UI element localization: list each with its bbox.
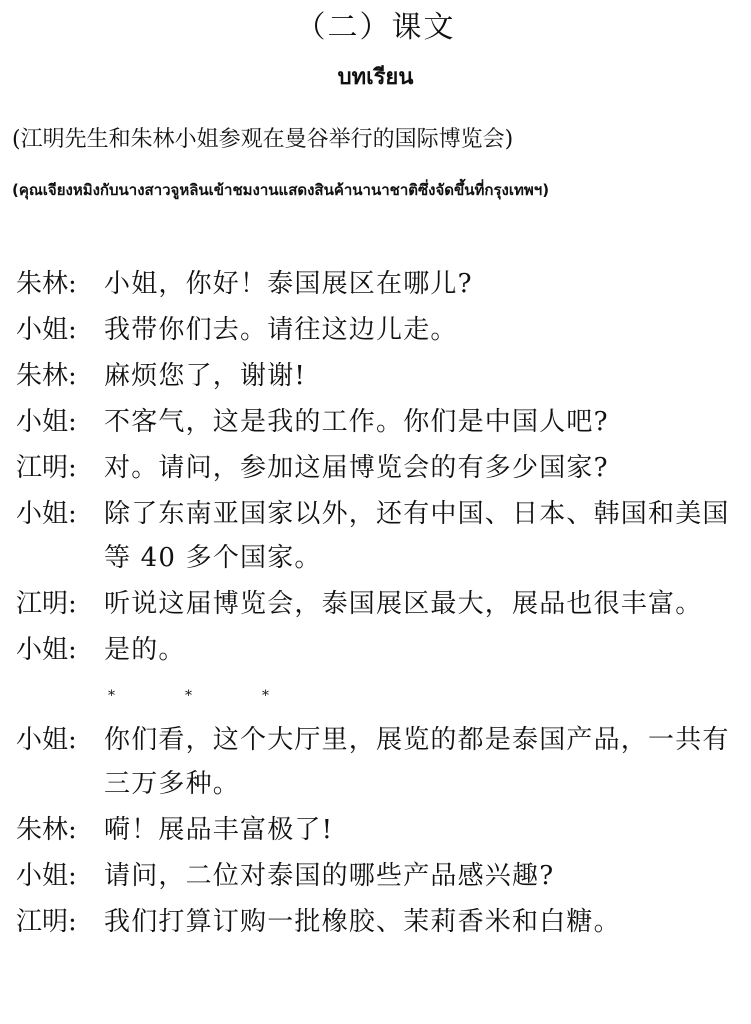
speech: 你们看，这个大厅里，展览的都是泰国产品，一共有三万多种。: [104, 725, 730, 799]
speech: 除了东南亚国家以外，还有中国、日本、韩国和美国等 40 多个国家。: [104, 499, 730, 573]
dialogue-line: [16, 854, 741, 898]
speaker: 小姐:: [16, 725, 77, 755]
dialogue-line: [16, 262, 741, 306]
dialogue-line: [16, 308, 741, 352]
speaker: 小姐:: [16, 861, 77, 891]
scene-description-thai: (คุณเจียงหมิงกับนางสาวจูหลินเข้าชมงานแสดงสินค้านานาชาติซึ่งจัดขึ้นที่กรุงเทพฯ): [12, 181, 550, 199]
dialogue-line: [16, 808, 741, 852]
speech: 对。请问，参加这届博览会的有多少国家?: [104, 453, 609, 483]
speech: 小姐，你好！泰国展区在哪儿?: [104, 269, 473, 299]
lesson-subtitle-thai: บทเรียน: [337, 64, 414, 90]
speaker: 朱林:: [16, 269, 77, 299]
speaker: 江明:: [16, 907, 77, 937]
speaker: 小姐:: [16, 499, 77, 529]
speech: 我带你们去。请往这边儿走。: [104, 315, 458, 345]
speaker: 小姐:: [16, 635, 77, 665]
dialogue-line: [16, 446, 741, 490]
speech: 不客气，这是我的工作。你们是中国人吧?: [104, 407, 609, 437]
speaker: 小姐:: [16, 407, 77, 437]
speech: 我们打算订购一批橡胶、茉莉香米和白糖。: [104, 907, 621, 937]
dialogue-line: [16, 354, 741, 398]
section-separator: [16, 674, 741, 718]
dialogue: [16, 262, 741, 946]
speaker: 朱林:: [16, 361, 77, 391]
speech: 听说这届博览会，泰国展区最大，展品也很丰富。: [104, 589, 703, 619]
dialogue-line: [16, 400, 741, 444]
speaker: 江明:: [16, 589, 77, 619]
lesson-title: （二）课文: [295, 10, 456, 45]
separator-asterisk: *: [185, 688, 192, 704]
speaker: 朱林:: [16, 815, 77, 845]
speech: 请问，二位对泰国的哪些产品感兴趣?: [104, 861, 555, 891]
speaker: 江明:: [16, 453, 77, 483]
dialogue-line: [16, 718, 741, 806]
separator-asterisk: *: [108, 688, 115, 704]
separator-asterisk: *: [262, 688, 269, 704]
speaker: 小姐:: [16, 315, 77, 345]
dialogue-line: [16, 582, 741, 626]
dialogue-line: [16, 900, 741, 944]
speech: 麻烦您了，谢谢!: [104, 361, 307, 391]
dialogue-line: [16, 628, 741, 672]
scene-description-chinese: (江明先生和朱林小姐参观在曼谷举行的国际博览会): [12, 127, 514, 152]
dialogue-line: [16, 492, 741, 580]
speech: 嗬！展品丰富极了!: [104, 815, 334, 845]
speech: 是的。: [104, 635, 186, 665]
